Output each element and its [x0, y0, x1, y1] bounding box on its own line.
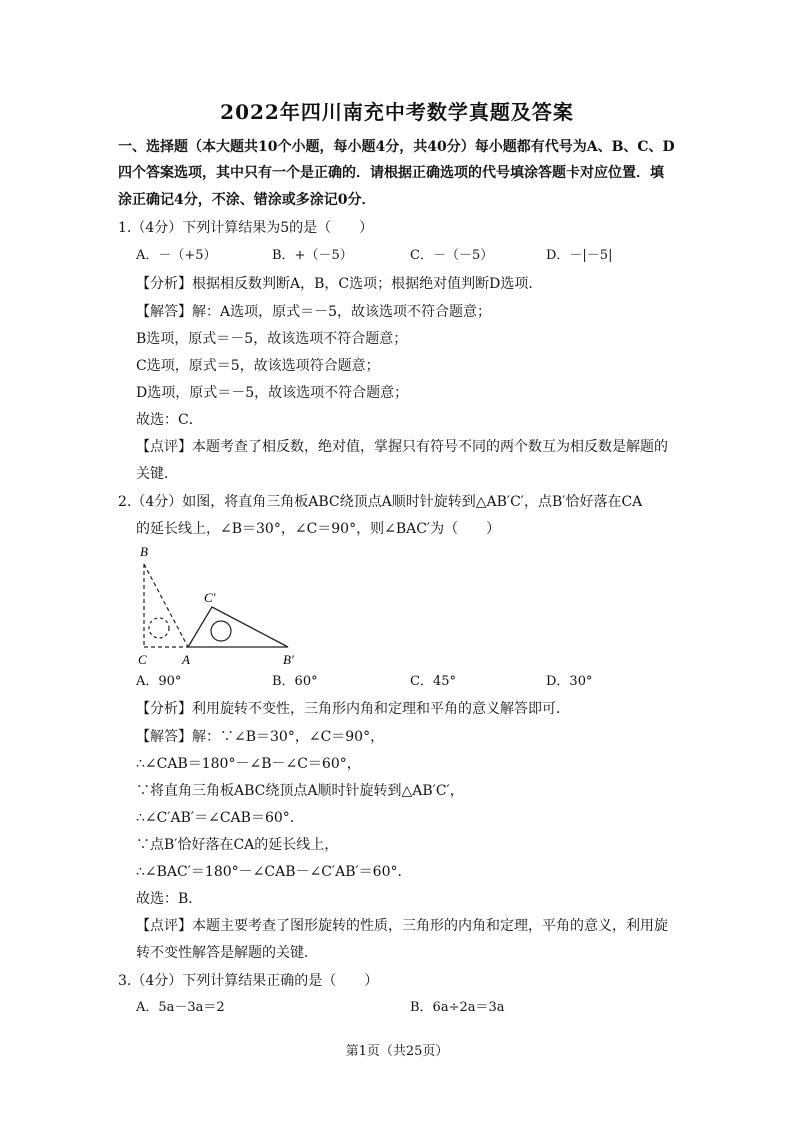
q2-answer-line-5: ∵点B′恰好落在CA的延长线上， — [136, 837, 339, 853]
page-title: 2022年四川南充中考数学真题及答案 — [220, 100, 574, 124]
label-b: B — [140, 544, 148, 559]
triangle-rotation-figure — [130, 540, 310, 670]
section-header-line-3: 涂正确记4分，不涂、错涂或多涂记0分． — [118, 192, 376, 208]
q2-analysis: 【分析】利用旋转不变性，三角形内角和定理和平角的意义解答即可． — [136, 701, 570, 717]
q3-stem: 3.（4分）下列计算结果正确的是（ ） — [118, 973, 379, 989]
q2-option-c: C．45° — [410, 674, 456, 689]
q1-option-c: C．－（－5） — [410, 248, 494, 263]
q2-comment-line-1: 【点评】本题主要考查了图形旋转的性质，三角形的内角和定理，平角的意义，利用旋 — [136, 918, 668, 934]
q3-option-a: A．5a－3a＝2 — [136, 1000, 225, 1015]
q3-option-b: B．6a÷2a＝3a — [410, 1000, 505, 1015]
q1-answer-line-3: C选项，原式＝5，故该选项符合题意； — [136, 358, 380, 374]
section-header-line-1: 一、选择题（本大题共10个小题，每小题4分，共40分）每小题都有代号为A、B、C、D — [118, 139, 675, 155]
q1-answer-line-1: 【解答】解：A选项，原式＝－5，故该选项不符合题意； — [136, 304, 492, 320]
q1-comment-line-2: 关键． — [136, 466, 178, 482]
q1-option-d: D．－|－5| — [546, 248, 613, 263]
label-b-prime: B′ — [283, 652, 294, 667]
q2-option-a: A．90° — [136, 674, 182, 689]
q2-answer-line-7: 故选：B． — [136, 891, 203, 907]
q1-answer-line-2: B选项，原式＝－5，故该选项不符合题意； — [136, 331, 408, 347]
section-header-line-2: 四个答案选项，其中只有一个是正确的．请根据正确选项的代号填涂答题卡对应位置．填 — [118, 165, 664, 181]
q2-option-d: D．30° — [546, 674, 593, 689]
circle-icon — [211, 621, 231, 641]
q1-analysis: 【分析】根据相反数判断A，B，C选项；根据绝对值判断D选项． — [136, 276, 543, 292]
label-a: A — [182, 652, 190, 667]
dashed-circle-icon — [149, 618, 169, 638]
q1-option-b: B．+（－5） — [272, 248, 353, 263]
q2-answer-line-6: ∴∠BAC′＝180°－∠CAB－∠C′AB′＝60°． — [136, 864, 412, 880]
q1-stem: 1.（4分）下列计算结果为5的是（ ） — [118, 220, 374, 236]
q1-option-a: A．－（+5） — [136, 248, 217, 263]
q1-answer-line-5: 故选：C． — [136, 412, 203, 428]
q2-stem-line-1: 2.（4分）如图，将直角三角板ABC绕顶点A顺时针旋转到△AB′C′，点B′恰好落在CA — [118, 494, 643, 510]
q2-answer-line-1: 【解答】解：∵∠B＝30°，∠C＝90°， — [136, 729, 385, 745]
q1-comment-line-1: 【点评】本题考查了相反数，绝对值，掌握只有符号不同的两个数互为相反数是解题的 — [136, 439, 668, 455]
rotated-triangle — [188, 607, 288, 647]
q2-option-b: B．60° — [272, 674, 318, 689]
q2-answer-line-3: ∵将直角三角板ABC绕顶点A顺时针旋转到△AB′C′， — [136, 783, 464, 799]
label-c: C — [138, 652, 147, 667]
q2-stem-line-2: 的延长线上，∠B＝30°，∠C＝90°，则∠BAC′为（ ） — [136, 521, 501, 537]
page-footer: 第1页（共25页） — [345, 1044, 449, 1059]
q2-answer-line-2: ∴∠CAB＝180°－∠B－∠C＝60°， — [136, 756, 361, 772]
q2-answer-line-4: ∴∠C′AB′＝∠CAB＝60°． — [136, 810, 304, 826]
label-c-prime: C′ — [204, 590, 216, 605]
q1-answer-line-4: D选项，原式＝－5，故该选项不符合题意； — [136, 385, 409, 401]
q2-comment-line-2: 转不变性解答是解题的关键． — [136, 945, 318, 961]
